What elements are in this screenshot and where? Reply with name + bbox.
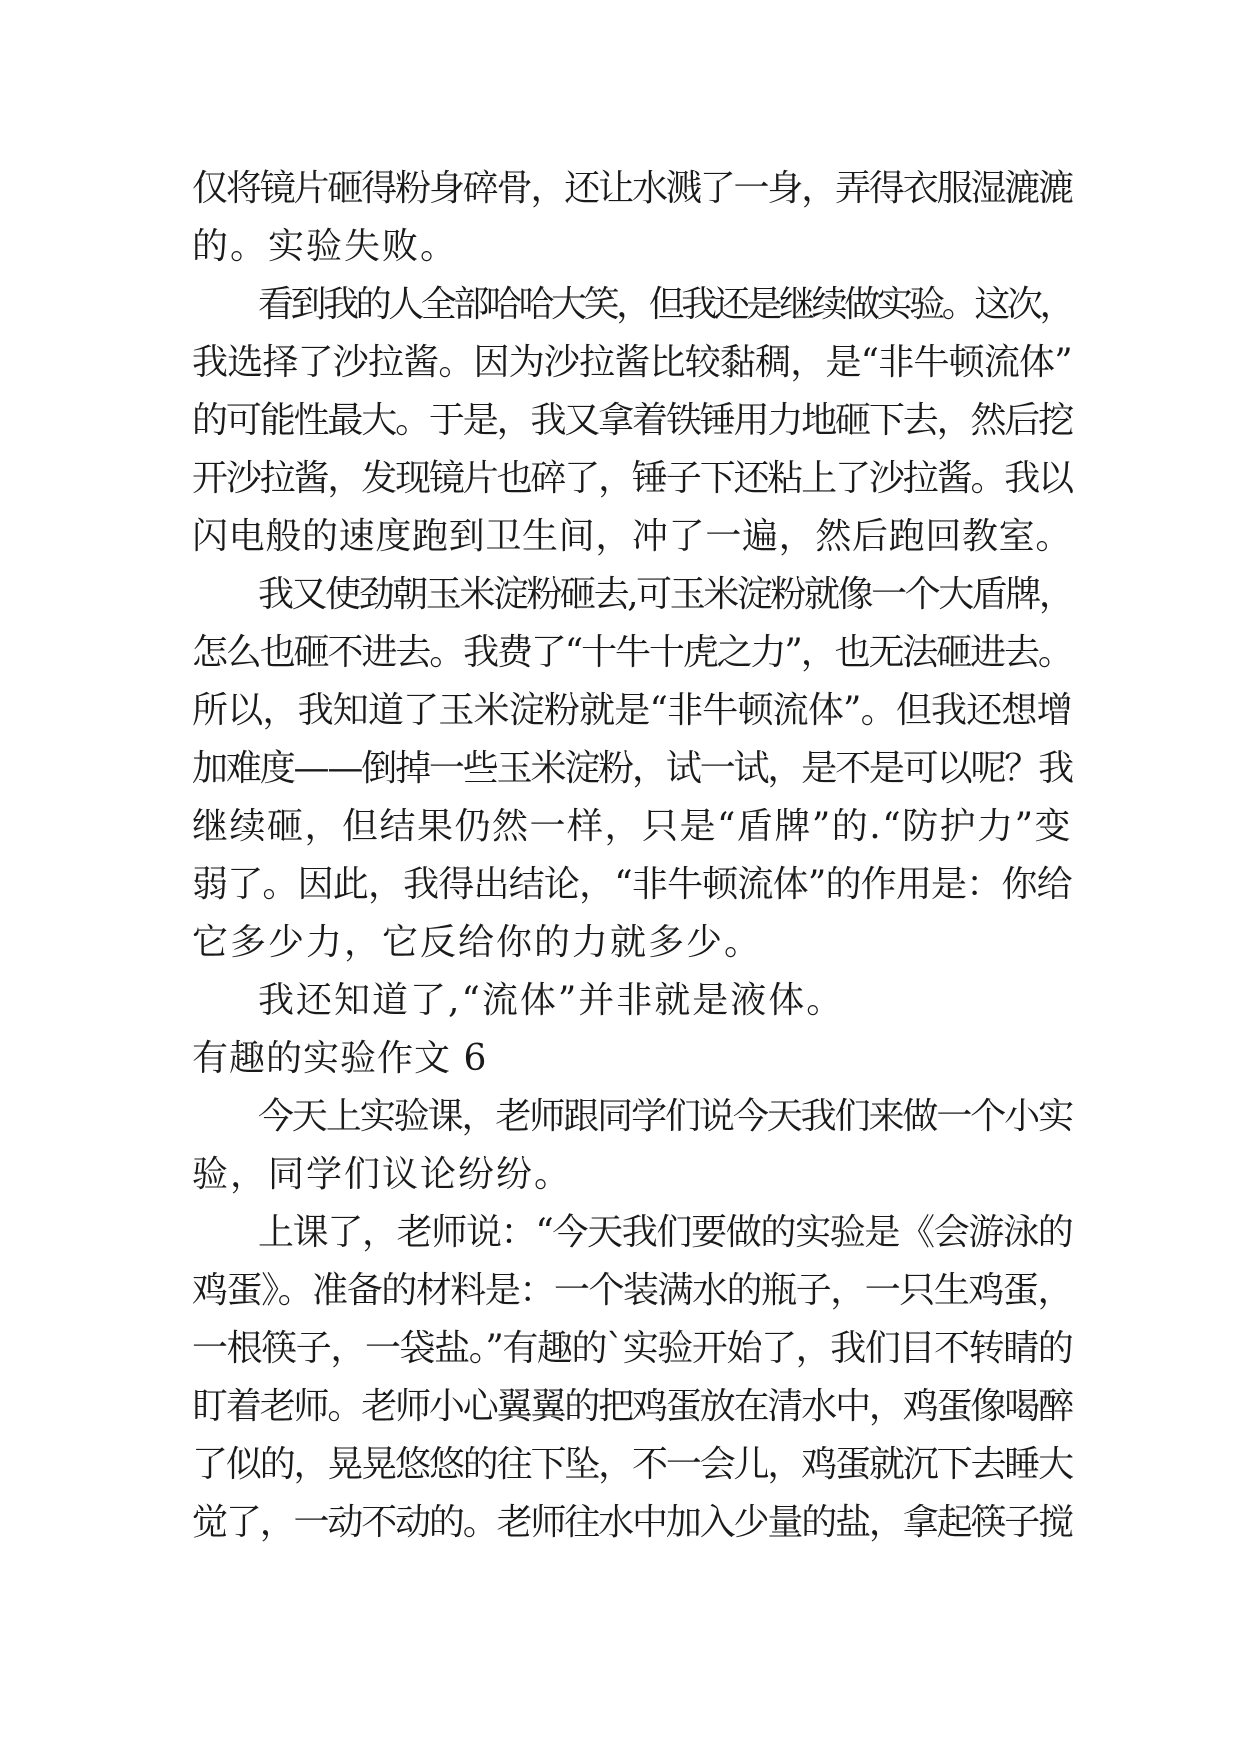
text-line: 开沙拉酱，发现镜片也碎了，锤子下还粘上了沙拉酱。我以	[192, 458, 1073, 499]
text-line: 弱了。因此，我得出结论，“非牛顿流体”的作用是：你给	[192, 864, 1072, 905]
text-line: 盯着老师。老师小心翼翼的把鸡蛋放在清水中，鸡蛋像喝醉	[192, 1386, 1073, 1427]
text-line: 仅将镜片砸得粉身碎骨，还让水溅了一身，弄得衣服湿漉漉	[192, 168, 1073, 209]
text-line: 的。实验失败。	[192, 226, 459, 267]
paragraph-start-line: 看到我的人全部哈哈大笑，但我还是继续做实验。这次，	[258, 284, 1073, 325]
text-line: 所以，我知道了玉米淀粉就是“非牛顿流体”。但我还想增	[192, 690, 1072, 731]
text-line: 一根筷子，一袋盐。”有趣的`实验开始了，我们目不转睛的	[192, 1328, 1073, 1369]
text-line: 了似的，晃晃悠悠的往下坠，不一会儿，鸡蛋就沉下去睡大	[192, 1444, 1073, 1485]
paragraph-start-line: 今天上实验课，老师跟同学们说今天我们来做一个小实	[258, 1096, 1073, 1137]
section-heading: 有趣的实验作文 6	[192, 1038, 488, 1079]
text-line: 加难度——倒掉一些玉米淀粉，试一试，是不是可以呢？我	[192, 748, 1073, 789]
document-body	[192, 160, 1072, 1552]
paragraph-start-line: 我又使劲朝玉米淀粉砸去,可玉米淀粉就像一个大盾牌，	[258, 574, 1073, 615]
paragraph-start-line: 上课了，老师说：“今天我们要做的实验是《会游泳的	[258, 1212, 1073, 1253]
text-line: 鸡蛋》。准备的材料是：一个装满水的瓶子，一只生鸡蛋，	[192, 1270, 1073, 1311]
text-line: 验，同学们议论纷纷。	[192, 1154, 573, 1195]
text-line: 闪电般的速度跑到卫生间，冲了一遍，然后跑回教室。	[192, 516, 1073, 557]
text-line: 怎么也砸不进去。我费了“十牛十虎之力”，也无法砸进去。	[192, 632, 1072, 673]
text-line: 我选择了沙拉酱。因为沙拉酱比较黏稠，是“非牛顿流体”	[192, 342, 1072, 383]
text-line: 它多少力，它反给你的力就多少。	[192, 922, 763, 963]
text-line: 的可能性最大。于是，我又拿着铁锤用力地砸下去，然后挖	[192, 400, 1073, 441]
text-line: 继续砸，但结果仍然一样，只是“盾牌”的.“防护力”变	[192, 806, 1073, 847]
paragraph-start-line: 我还知道了,“流体”并非就是液体。	[258, 980, 845, 1021]
text-line: 觉了，一动不动的。老师往水中加入少量的盐，拿起筷子搅	[192, 1502, 1073, 1543]
